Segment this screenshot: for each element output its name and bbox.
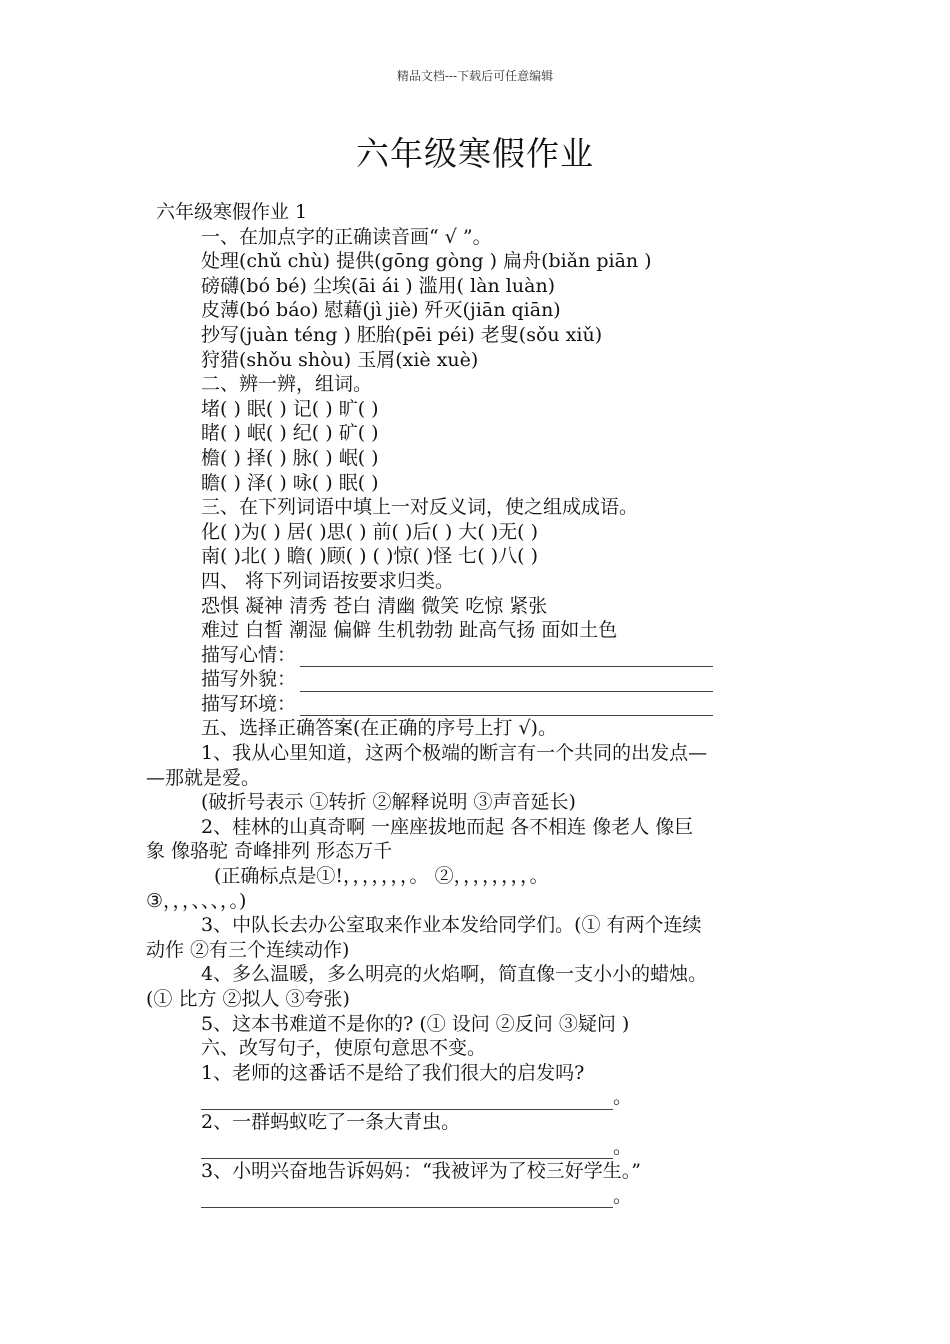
worksheet-line <box>146 594 812 619</box>
page-title: 六年级寒假作业 <box>356 134 594 173</box>
line-text: 。 <box>613 1184 633 1207</box>
worksheet-line <box>146 667 812 692</box>
worksheet-line <box>146 618 812 643</box>
line-text: 。 <box>613 1086 633 1109</box>
worksheet-line <box>146 839 812 864</box>
line-text: 皮薄(bó báo) 慰藉(jì jiè) 歼灭(jiān qiān) <box>201 299 561 322</box>
line-text: 磅礴(bó bé) 尘埃(āi ái ) 滥用( làn luàn) <box>201 274 556 297</box>
worksheet-line <box>146 790 812 815</box>
worksheet-line <box>146 421 812 446</box>
worksheet-line <box>146 987 812 1012</box>
worksheet-content <box>146 200 812 1208</box>
worksheet-line <box>146 741 812 766</box>
line-text: 睹( ) 岷( ) 纪( ) 矿( ) <box>201 422 379 445</box>
worksheet-line <box>146 1184 812 1209</box>
line-text: (① 比方 ②拟人 ③夸张) <box>146 988 350 1010</box>
line-text: (正确标点是①!，，，，，，，。 ②，，，，，，，，。 <box>214 865 549 888</box>
worksheet-line <box>146 544 812 569</box>
line-text: 化( )为( ) 居( )思( ) 前( )后( ) 大( )无( ) <box>201 520 539 543</box>
worksheet-line <box>146 643 812 668</box>
line-text: 象 像骆驼 奇峰排列 形态万千 <box>146 840 393 863</box>
worksheet-line <box>146 323 812 348</box>
line-text: 4、多么温暖，多么明亮的火焰啊，简直像一支小小的蜡烛。 <box>201 963 708 986</box>
worksheet-line <box>146 938 812 963</box>
line-text: 描写环境： <box>201 692 297 715</box>
worksheet-line <box>146 348 812 373</box>
line-text: 檐( ) 择( ) 脉( ) 岷( ) <box>201 446 379 469</box>
line-text: 四、 将下列词语按要求归类。 <box>201 569 455 592</box>
answer-blank[interactable] <box>201 1140 613 1159</box>
line-text: 抄写(juàn téng ) 胚胎(pēi péi) 老叟(sǒu xiǔ) <box>201 323 603 346</box>
worksheet-line <box>146 766 812 791</box>
worksheet-line <box>146 520 812 545</box>
fill-blank[interactable] <box>300 673 713 692</box>
worksheet-line <box>146 446 812 471</box>
line-text: 瞻( ) 泽( ) 咏( ) 眠( ) <box>201 471 379 494</box>
line-text: (破折号表示 ①转折 ②解释说明 ③声音延长) <box>201 791 576 814</box>
line-text: 堵( ) 眠( ) 记( ) 旷( ) <box>201 397 379 420</box>
line-text: —那就是爱。 <box>146 766 261 789</box>
line-text: ③，，，、、、，。) <box>146 889 247 912</box>
worksheet-line <box>146 1036 812 1061</box>
line-text: 2、一群蚂蚁吃了一条大青虫。 <box>201 1110 461 1133</box>
line-text: 处理(chǔ chù) 提供(gōng gòng ) 扁舟(biǎn piān ) <box>201 250 652 273</box>
worksheet-line <box>146 1085 812 1110</box>
line-text: 一、在加点字的正确读音画“ √ ”。 <box>201 225 492 248</box>
line-text: 三、在下列词语中填上一对反义词，使之组成成语。 <box>201 496 639 519</box>
line-text: 二、辨一辨，组词。 <box>201 373 373 396</box>
worksheet-line <box>146 1012 812 1037</box>
line-text: 3、小明兴奋地告诉妈妈：“我被评为了校三好学生。” <box>201 1160 642 1183</box>
line-text: 5、这本书难道不是你的? (① 设问 ②反问 ③疑问 ) <box>201 1012 630 1035</box>
worksheet-line <box>146 815 812 840</box>
line-text: 六、改写句子，使原句意思不变。 <box>201 1037 487 1060</box>
worksheet-line <box>146 889 812 914</box>
worksheet-line <box>146 372 812 397</box>
line-text: 狩猎(shǒu shòu) 玉屑(xiè xuè) <box>201 348 479 371</box>
worksheet-line <box>146 692 812 717</box>
worksheet-line <box>146 397 812 422</box>
line-text: 描写心情： <box>201 643 297 666</box>
worksheet-line <box>146 298 812 323</box>
worksheet-line <box>146 249 812 274</box>
line-text: 五、选择正确答案(在正确的序号上打 √)。 <box>201 717 557 740</box>
worksheet-line <box>146 864 812 889</box>
line-text: 2、桂林的山真奇啊 一座座拔地而起 各不相连 像老人 像巨 <box>201 815 694 838</box>
line-text: 六年级寒假作业 1 <box>156 201 308 223</box>
line-text: 南( )北( ) 瞻( )顾( ) ( )惊( )怪 七( )八( ) <box>201 545 539 568</box>
header-note: 精品文档---下载后可任意编辑 <box>396 69 554 83</box>
worksheet-line <box>146 716 812 741</box>
fill-blank[interactable] <box>300 697 713 716</box>
line-text: 动作 ②有三个连续动作) <box>146 938 350 961</box>
worksheet-line <box>146 471 812 496</box>
line-text: 1、我从心里知道，这两个极端的断言有一个共同的出发点— <box>201 742 708 765</box>
worksheet-line <box>146 1061 812 1086</box>
answer-blank[interactable] <box>201 1189 613 1208</box>
line-text: 。 <box>613 1135 633 1158</box>
worksheet-line <box>146 569 812 594</box>
worksheet-line <box>146 225 812 250</box>
answer-blank[interactable] <box>201 1091 613 1110</box>
worksheet-line <box>146 962 812 987</box>
line-text: 3、中队长去办公室取来作业本发给同学们。(① 有两个连续 <box>201 914 702 937</box>
line-text: 1、老师的这番话不是给了我们很大的启发吗? <box>201 1061 585 1084</box>
worksheet-line <box>146 200 812 225</box>
worksheet-line <box>146 913 812 938</box>
line-text: 描写外貌： <box>201 668 297 691</box>
worksheet-line <box>146 495 812 520</box>
worksheet-line <box>146 1110 812 1135</box>
line-text: 难过 白皙 潮湿 偏僻 生机勃勃 趾高气扬 面如土色 <box>201 619 618 642</box>
worksheet-line <box>146 274 812 299</box>
fill-blank[interactable] <box>300 648 713 667</box>
worksheet-line <box>146 1135 812 1160</box>
worksheet-line <box>146 1159 812 1184</box>
line-text: 恐惧 凝神 清秀 苍白 清幽 微笑 吃惊 紧张 <box>201 594 548 617</box>
